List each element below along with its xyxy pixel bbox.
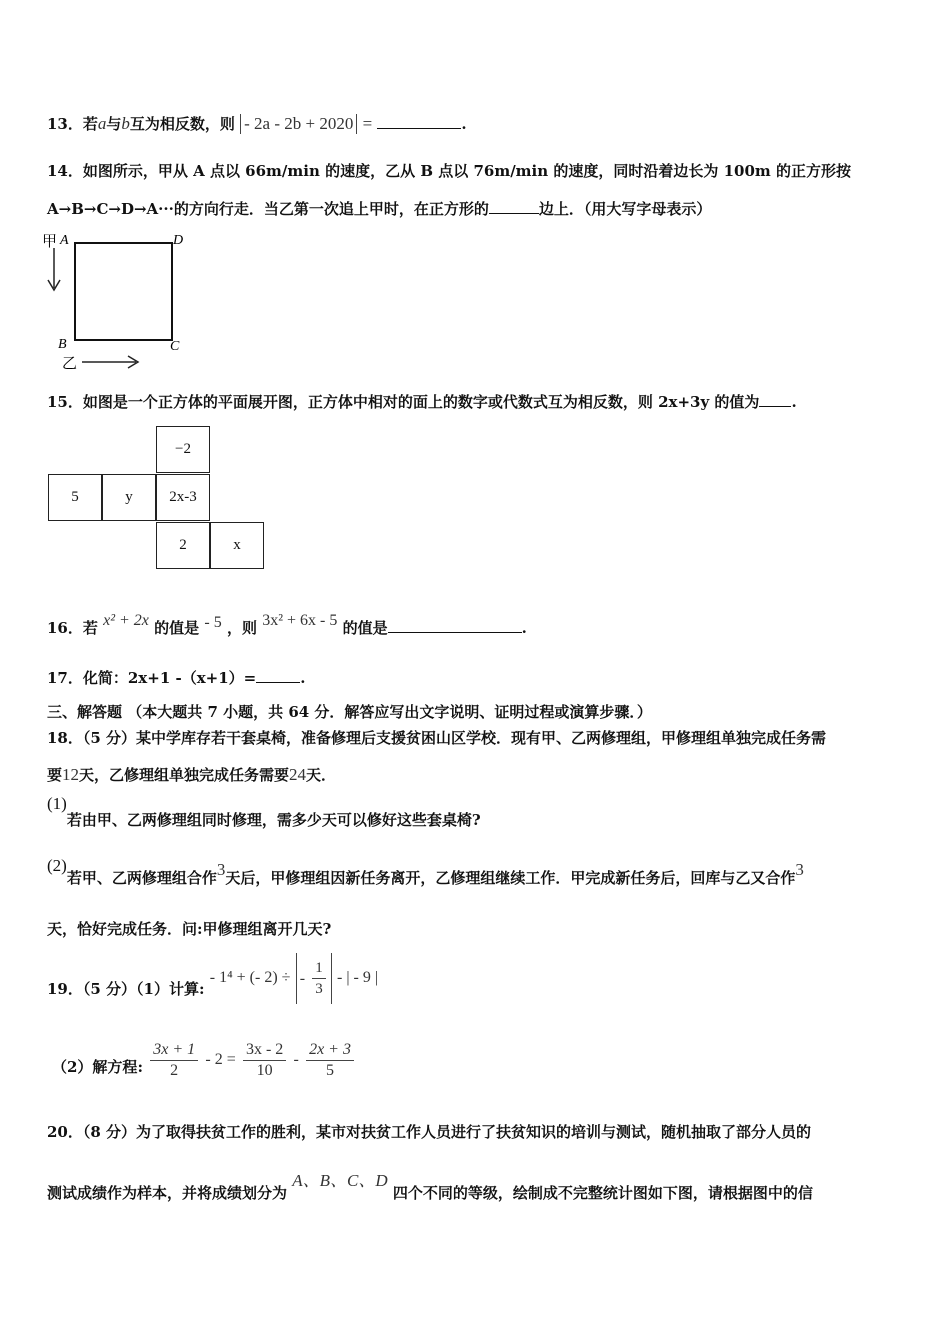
label-yi: 乙 [62, 354, 78, 372]
question-19-part-2: （2）解方程: $\frac{3x + 1}{2}$ - 2 = $\frac{3x - 2}{10}$ - $\frac{2x + 3}{5}$ [52, 1034, 356, 1085]
question-14-line-1: 14．如图所示，甲从 A 点以 66m/min 的速度，乙从 B 点以 76m/min 的速度，同时沿着边长为 100m 的正方形按 [47, 162, 851, 180]
question-13: 13．若a与b互为相反数，则 - 2a - 2b + 2020 = . [47, 114, 467, 133]
question-20-line-1: 20．（8 分）为了取得扶贫工作的胜利，某市对扶贫工作人员进行了扶贫知识的培训与测试，随机抽取了部分人员的 [47, 1123, 812, 1141]
question-18-line-1: 18．（5 分）某中学库存若干套桌椅，准备修理后支援贫困山区学校．现有甲、乙两修理组，甲修理组单独完成任务需 [47, 729, 827, 747]
square-path-figure [40, 226, 200, 376]
net-cell-2: 2 [156, 522, 210, 569]
question-15: 15．如图是一个正方体的平面展开图，正方体中相对的面上的数字或代数式互为相反数，则 2x+3y 的值为 . [47, 393, 797, 411]
question-18-part-1: (1)若由甲、乙两修理组同时修理，需多少天可以修好这些套桌椅? [47, 794, 481, 829]
net-cell-5: 5 [48, 474, 102, 521]
answer-blank-15[interactable] [759, 392, 791, 407]
net-cell-y: y [102, 474, 156, 521]
question-14-line-2: A→B→C→D→A···的方向行走．当乙第一次追上甲时，在正方形的 边上．（用大写字母表示） [47, 200, 712, 218]
question-18-line-2: 要12天，乙修理组单独完成任务需要24天． [47, 765, 337, 784]
abs-fraction: - $\frac{1}{3}$ [296, 953, 332, 1004]
label-C: C [170, 339, 180, 354]
answer-blank-13[interactable] [377, 114, 461, 129]
label-B: B [58, 337, 67, 352]
label-D: D [173, 233, 184, 248]
net-cell-top: −2 [156, 426, 210, 473]
net-cell-x: x [210, 522, 264, 569]
answer-blank-14[interactable] [489, 199, 539, 214]
label-A: A [60, 233, 69, 248]
expression-2: 3x² + 6x - 5 [262, 612, 338, 629]
question-18-part-2: (2)若甲、乙两修理组合作3天后，甲修理组因新任务离开，乙修理组继续工作．甲完成新任务后，回库与乙又合作3 [47, 856, 804, 887]
section-3-heading: 三、解答题 （本大题共 7 小题，共 64 分．解答应写出文字说明、证明过程或演算步骤．） [47, 703, 652, 721]
question-19-part-1: 19．（5 分）（1）计算: - 1⁴ + (- 2) ÷ - $\frac{1}{3}$ - | - 9 | [47, 958, 378, 1010]
square [75, 243, 172, 340]
answer-blank-16[interactable] [388, 618, 522, 633]
question-18-line-4: 天，恰好完成任务．问:甲修理组离开几天? [47, 920, 332, 938]
expression-1: x² + 2x [103, 612, 149, 629]
question-20-line-2: 测试成绩作为样本，并将成绩划分为 A、B、C、D 四个不同的等级，绘制成不完整统计图如下图，请根据图中的信 [47, 1171, 813, 1202]
question-16: 16．若 x² + 2x 的值是 - 5 ，则 3x² + 6x - 5 的值是 . [47, 612, 527, 637]
label-jia: 甲 [42, 232, 58, 250]
abs-expression: - 2a - 2b + 2020 [240, 114, 357, 134]
net-cell-2x-3: 2x-3 [156, 474, 210, 521]
answer-blank-17[interactable] [256, 668, 300, 683]
question-17: 17．化简：2x+1 -（x+1）= . [47, 669, 306, 687]
